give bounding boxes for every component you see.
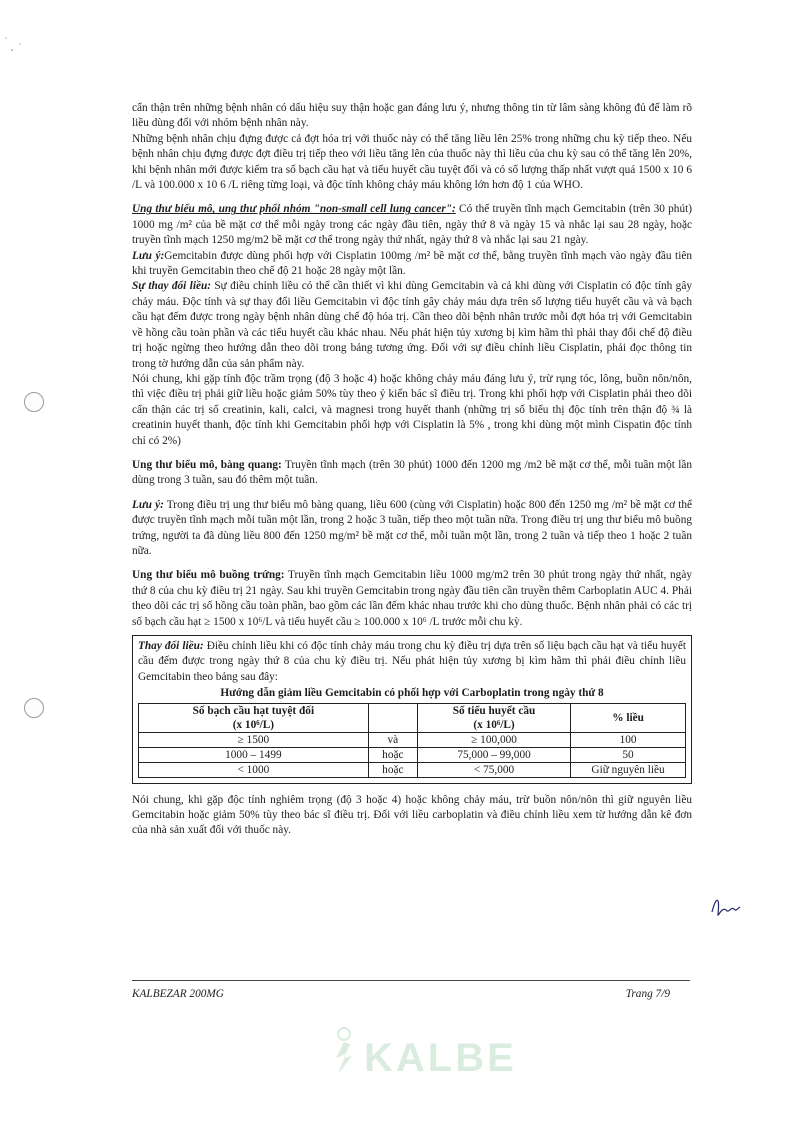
nsclc-body: Có thể truyền tĩnh mạch Gemcitabin (trên 30 phút) 1000 mg /m² của bề mặt cơ thể mỗi ngày trong các ngày đầu tiên, ngày thứ 8 và ngày 15 và nhắc lại sau 28 ngày, hoặc truyền tĩnh mạch 1250 mg/m2 bề mặt cơ thể trong ngày thứ nhất, ngày thứ 8 và nhắc lại sau 21 ngày. (132, 203, 692, 247)
dose-table-title: Hướng dẫn giảm liều Gemcitabin có phối hợp với Carboplatin trong ngày thứ 8 (220, 687, 604, 700)
paragraph-renal: cẩn thận trên những bệnh nhân có dấu hiệu suy thận hoặc gan đáng lưu ý, nhưng thông tin từ lâm sàng không đủ để làm rõ liều dùng đối với nhóm bệnh nhân này. (132, 102, 692, 130)
note-body: Gemcitabin được dùng phối hợp với Cisplatin 100mg /m² bề mặt cơ thể, bằng truyền tĩnh mạch vào ngày đầu tiên khi truyền Gemcitabin theo chế độ 21 hoặc 28 ngày một lần. (132, 249, 692, 278)
handwritten-initials (706, 892, 746, 922)
cell-operator: hoặc (368, 747, 417, 762)
ovarian-label: Ung thư biểu mô buồng trứng: (132, 569, 285, 582)
dose-table (138, 703, 686, 778)
watermark-text: KALBE (364, 1036, 517, 1080)
table-row (139, 732, 686, 747)
paragraph-ovarian (132, 568, 692, 630)
cell-platelets: ≥ 100,000 (417, 732, 570, 747)
footer-page-number: Trang 7/9 (625, 988, 670, 1000)
table-row (139, 747, 686, 762)
punch-hole-top (24, 392, 44, 412)
cell-neutrophils: 1000 – 1499 (139, 747, 369, 762)
bladder-body: Truyền tĩnh mạch (trên 30 phút) 1000 đến 1200 mg /m2 bề mặt cơ thể, mỗi tuần một lần dùng trong 3 tuần, sau đó thêm một tuần. (132, 458, 693, 487)
dose-change-body: Sự điều chỉnh liều có thể cần thiết vì khi dùng Gemcitabin và cả khi dùng với Cisplatin có độc tính gây chảy máu. Độc tính và sự thay đổi liều Gemcitabin vì độc tính gây chảy máu dựa trên số lượng tiểu huyết cầu và và bạch cầu hạt đếm được trong ngày bệnh nhân dùng chế độ hóa trị. Cần theo dõi bệnh nhân trước mỗi đợt hóa trị với Gemcitabin về hồng cầu toàn phần và các tiểu huyết cầu khác nhau. Nếu phát hiện tủy xương bị kìm hãm thì phải thay đổi chế độ điều trị hoặc ngừng theo hướng dẫn theo dõi trong bảng tương ứng. Đối với sự điều chỉnh liều Cisplatin, phải đọc thông tin trong tờ hướng dẫn của sản phẩm này. (132, 280, 692, 370)
dose-adjustment-box (132, 635, 692, 784)
paragraph-bladder (132, 458, 692, 489)
table-row (139, 762, 686, 777)
box-text (138, 639, 686, 685)
kalbe-logo-icon (324, 1024, 364, 1088)
cell-platelets: < 75,000 (417, 762, 570, 777)
kalbe-watermark (324, 1024, 517, 1088)
note-label: Lưu ý: (132, 249, 165, 262)
paragraph-note-2 (132, 498, 692, 560)
cell-dose: 100 (571, 732, 686, 747)
punch-hole-bottom (24, 698, 44, 718)
scan-specks (0, 0, 60, 60)
cell-dose: 50 (571, 747, 686, 762)
cell-neutrophils: ≥ 1500 (139, 732, 369, 747)
paragraph-note (132, 249, 692, 280)
footer-product: KALBEZAR 200MG (132, 988, 224, 1000)
cell-platelets: 75,000 – 99,000 (417, 747, 570, 762)
box-body: Điều chỉnh liều khi có độc tính chảy máu trong chu kỳ điều trị dựa trên số liệu bạch cầu hạt và tiểu huyết cầu đếm được trong ngày thứ 8 của chu kỳ điều trị. Nếu phát hiện tủy xương bị kìm hãm thì phải điều chỉnh liều Gemcitabin theo bảng sau đây: (138, 640, 686, 683)
header-platelets: Số tiểu huyết cầu (x 10⁶/L) (417, 703, 570, 732)
paragraph-dose-change (132, 279, 692, 371)
cell-dose: Giữ nguyên liều (571, 762, 686, 777)
header-neutrophils: Số bạch cầu hạt tuyệt đối (x 10⁶/L) (139, 703, 369, 732)
note-2-body: Trong điều trị ung thư biểu mô bàng quang, liều 600 (cùng với Cisplatin) hoặc 800 đến 1250 mg /m² bề mặt cơ thể được truyền tĩnh mạch mỗi tuần một lần, trong 2 hoặc 3 tuần, tiếp theo một tuần nữa. Trong điều trị ung thư biểu mô buồng trứng, người ta đã dùng liều 800 đến 1250 mg/m² bề mặt cơ thể, mỗi tuần một lần, trong 2 tuần và tiếp theo 1 hoặc 2 tuần nữa. (132, 498, 692, 557)
cell-operator: hoặc (368, 762, 417, 777)
header-operator (368, 703, 417, 732)
cell-operator: và (368, 732, 417, 747)
box-label: Thay đổi liều: (138, 640, 204, 652)
note-2-label: Lưu ý: (132, 498, 164, 511)
paragraph-dose-escalation: Những bệnh nhân chịu đựng được cả đợt hóa trị với thuốc này có thể tăng liều lên 25% trong những chu kỳ tiếp theo. Nếu bệnh nhân chịu đựng được đợt điều trị tiếp theo với liều tăng lên của thuốc này thì liều của chu kỳ sau có thể tăng lên 20%, khi bệnh nhân mới được kiểm tra số bạch cầu hạt và tiểu huyết cầu tuyệt đối và có số lượng thấp nhất vượt quá 1500 x 10 6 /L và 100.000 x 10 6 /L riêng từng loại, và độc tính không chảy máu không lớn hơn độ 1 của WHO. (132, 132, 692, 192)
dose-table-header (139, 703, 686, 732)
nsclc-heading: Ung thư biểu mô, ung thư phổi nhóm "non-small cell lung cancer": (132, 203, 456, 216)
paragraph-closing: Nói chung, khi gặp độc tính nghiêm trọng (độ 3 hoặc 4) hoặc không chảy máu, trừ buồn nôn/nôn thì giữ nguyên liều Gemcitabin hoặc giảm 50% tùy theo bác sĩ điều trị. Đối với liều carboplatin và điều chỉnh liều xem từ hướng dẫn kê đơn của nhà sản xuất đối với thuốc này. (132, 793, 692, 837)
cell-neutrophils: < 1000 (139, 762, 369, 777)
footer-divider (132, 980, 690, 981)
dose-change-label: Sự thay đổi liều: (132, 280, 212, 293)
body-text (132, 101, 692, 839)
header-dose: % liều (571, 703, 686, 732)
ovarian-body: Truyền tĩnh mạch Gemcitabin liều 1000 mg/m2 trên 30 phút trong ngày thứ nhất, ngày thứ 8 của chu kỳ điều trị 21 ngày. Sau khi truyền Gemcitabin trong ngày đầu tiên cần truyền thêm Carboplatin AUC 4. Phải theo dõi các trị số hồng cầu toàn phần, bao gồm các lần đếm khác nhau trước khi cho dùng thuốc. Bệnh nhân phải có các trị số bạch cầu hạt ≥ 1500 x 10⁶/L và tiểu huyết cầu ≥ 100.000 x 10⁶ /L trước mỗi chu kỳ. (132, 569, 692, 628)
paragraph-nsclc (132, 202, 692, 248)
bladder-label: Ung thư biểu mô, bàng quang: (132, 458, 282, 471)
paragraph-general-toxicity: Nói chung, khi gặp tính độc trầm trọng (độ 3 hoặc 4) hoặc không chảy máu đáng lưu ý, trừ rụng tóc, lông, buồn nôn/nôn, thì việc điều trị phải giữ liều hoặc giảm 50% tùy theo ý kiến bác sĩ điều trị. Trong khi phối hợp với Cisplatin phải theo dõi cẩn thận các trị số creatinin, kali, calci, và magnesi trong huyết thanh (những trị số biểu thị độc tính trên thận độ ¾ là creatinin huyết thanh, độc tính khi Gemcitabin phối hợp với Cisplatin là 5% , trong khi dùng một mình Cispatin độc tính chỉ có 2%) (132, 372, 692, 447)
